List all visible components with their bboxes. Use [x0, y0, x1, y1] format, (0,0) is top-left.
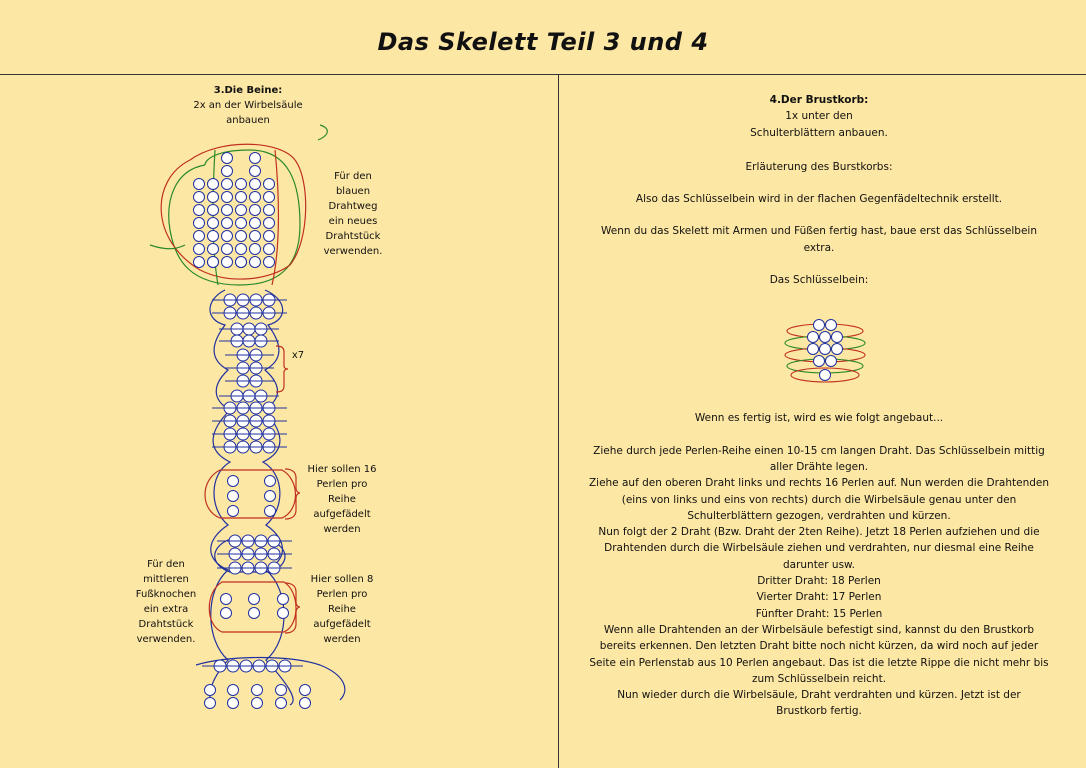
note-line: Drahtstück — [325, 231, 381, 242]
paragraph-2-line-2: extra. — [803, 241, 835, 254]
body-line: Ziehe durch jede Perlen-Reihe einen 10-15 cm langen Draht. Das Schlüsselbein mittig — [593, 444, 1045, 457]
body-line: Seite ein Perlenstab aus 10 Perlen angebaut. Das ist die letzte Rippe die nicht mehr bis — [589, 656, 1049, 669]
note-line: Perlen pro — [316, 589, 368, 600]
bead — [205, 685, 216, 696]
bead — [236, 231, 247, 242]
bead — [820, 332, 831, 343]
bead — [814, 356, 825, 367]
green-wire — [169, 150, 300, 285]
body-line: Nun wieder durch die Wirbelsäule, Draht verdrahten und kürzen. Jetzt ist der — [617, 689, 1021, 702]
bead — [820, 344, 831, 355]
bead — [194, 231, 205, 242]
bead — [264, 218, 275, 229]
body-line: Fünfter Draht: 15 Perlen — [755, 607, 883, 620]
bead — [250, 205, 261, 216]
body-line: (eins von links und eins von rechts) durch die Wirbelsäule genau unter den — [621, 493, 1017, 506]
note-line: Reihe — [328, 604, 356, 615]
bead — [208, 257, 219, 268]
note-line: Hier sollen 8 — [310, 574, 374, 585]
bead — [205, 698, 216, 709]
bead — [228, 491, 239, 502]
body-line: Dritter Draht: 18 Perlen — [757, 575, 881, 588]
body-line: darunter usw. — [782, 558, 856, 571]
bead — [265, 476, 276, 487]
bead — [250, 166, 261, 177]
bead — [208, 218, 219, 229]
note-line: mittleren — [143, 574, 189, 585]
bead — [228, 476, 239, 487]
bead — [228, 685, 239, 696]
bead — [222, 166, 233, 177]
bead — [276, 685, 287, 696]
ribcage-sub-line-1: 1x unter den — [785, 110, 853, 123]
note-line: verwenden. — [136, 634, 196, 645]
bead — [194, 244, 205, 255]
body-line: Wenn alle Drahtenden an der Wirbelsäule befestigt sind, kannst du den Brustkorb — [603, 623, 1035, 636]
bead — [208, 244, 219, 255]
body-line: Brustkorb fertig. — [776, 705, 862, 718]
bead — [208, 231, 219, 242]
bead — [250, 179, 261, 190]
bead — [250, 192, 261, 203]
repeat-label: x7 — [291, 350, 305, 361]
bead — [265, 491, 276, 502]
bead — [236, 218, 247, 229]
note-line: aufgefädelt — [313, 619, 371, 630]
bead — [252, 698, 263, 709]
bead — [264, 257, 275, 268]
note-line: Für den — [334, 171, 372, 182]
bead — [826, 320, 837, 331]
column-divider — [558, 74, 559, 768]
paragraph-3: Das Schlüsselbein: — [769, 274, 869, 287]
bead — [814, 320, 825, 331]
bead — [249, 594, 260, 605]
paragraph-4: Wenn es fertig ist, wird es wie folgt angebaut... — [694, 412, 944, 425]
green-wire — [150, 245, 185, 249]
body-line: bereits erkennen. Den letzten Draht bitte noch nicht kürzen, da wird noch auf jeder — [599, 640, 1039, 653]
bracket — [276, 346, 288, 392]
ribcage-sub-line-2: Schulterblättern anbauen. — [750, 126, 888, 139]
bead — [236, 179, 247, 190]
bead — [228, 506, 239, 517]
note-line: aufgefädelt — [313, 509, 371, 520]
body-line: Nun folgt der 2 Draht (Bzw. Draht der 2ten Reihe). Jetzt 18 Perlen aufziehen und die — [598, 526, 1040, 539]
bead — [222, 218, 233, 229]
bead — [278, 608, 289, 619]
body-line: Ziehe auf den oberen Draht links und rechts 16 Perlen auf. Nun werden die Drahtenden — [588, 477, 1050, 490]
note-line: Perlen pro — [316, 479, 368, 490]
note-line: Hier sollen 16 — [307, 464, 377, 475]
bead — [236, 244, 247, 255]
bead — [194, 257, 205, 268]
bead — [264, 179, 275, 190]
note-line: blauen — [335, 186, 371, 197]
explain-title: Erläuterung des Burstkorbs: — [745, 160, 893, 173]
bead — [252, 685, 263, 696]
bead — [264, 244, 275, 255]
note-line: ein extra — [143, 604, 189, 615]
bead — [832, 344, 843, 355]
bead — [222, 231, 233, 242]
paragraph-2-line-1: Wenn du das Skelett mit Armen und Füßen fertig hast, baue erst das Schlüsselbein — [600, 225, 1038, 238]
body-line: Drahtenden durch die Wirbelsäule ziehen und verdrahten, nur diesmal eine Reihe — [604, 542, 1034, 555]
bracket — [285, 583, 300, 633]
bead — [250, 257, 261, 268]
bead — [249, 608, 260, 619]
note-line: werden — [323, 524, 361, 535]
bead — [222, 205, 233, 216]
bead — [300, 685, 311, 696]
green-wire — [318, 125, 327, 140]
body-line: Schulterblättern gezogen, verdrahten und kürzen. — [687, 509, 951, 522]
note-line: ein neues — [328, 216, 378, 227]
bead — [194, 218, 205, 229]
bead — [250, 218, 261, 229]
bead — [208, 179, 219, 190]
bead — [194, 205, 205, 216]
legs-sub-line-2: anbauen — [226, 115, 270, 126]
red-wire — [205, 470, 296, 518]
bead — [222, 257, 233, 268]
blue-wire — [210, 290, 230, 705]
note-line: Fußknochen — [135, 589, 197, 600]
bead — [264, 231, 275, 242]
bead — [236, 257, 247, 268]
body-line: Vierter Draht: 17 Perlen — [756, 591, 882, 604]
ribcage-text — [565, 92, 1073, 720]
collarbone-bead-diagram — [780, 315, 870, 390]
bead — [222, 153, 233, 164]
bead — [276, 698, 287, 709]
ribcage-heading: 4.Der Brustkorb: — [769, 94, 869, 106]
bead — [265, 506, 276, 517]
note-line: Für den — [147, 559, 185, 570]
legs-sub-line-1: 2x an der Wirbelsäule — [193, 100, 303, 111]
body-line: aller Drähte legen. — [769, 460, 869, 473]
note-line: verwenden. — [323, 246, 383, 257]
body-line: zum Schlüsselbein reicht. — [751, 672, 887, 685]
note-line: Drahtweg — [328, 201, 378, 212]
bead — [264, 205, 275, 216]
bead — [250, 231, 261, 242]
bead — [820, 370, 831, 381]
bead — [208, 205, 219, 216]
bead — [808, 332, 819, 343]
bead — [250, 244, 261, 255]
page-title: Das Skelett Teil 3 und 4 — [377, 28, 709, 56]
bead — [222, 179, 233, 190]
note-line: Reihe — [328, 494, 356, 505]
bead — [826, 356, 837, 367]
bead — [236, 192, 247, 203]
paragraph-1: Also das Schlüsselbein wird in der flachen Gegenfädeltechnik erstellt. — [635, 193, 1003, 206]
bead — [264, 192, 275, 203]
bead — [832, 332, 843, 343]
bead — [222, 192, 233, 203]
bead — [221, 608, 232, 619]
bead — [222, 244, 233, 255]
bead — [208, 192, 219, 203]
bead — [250, 153, 261, 164]
legs-heading: 3.Die Beine: — [213, 85, 283, 96]
bead — [278, 594, 289, 605]
bead — [300, 698, 311, 709]
bead — [228, 698, 239, 709]
bead — [808, 344, 819, 355]
bracket — [285, 469, 300, 519]
bead — [194, 179, 205, 190]
bead — [221, 594, 232, 605]
note-line: Drahtstück — [138, 619, 194, 630]
bead — [236, 205, 247, 216]
note-line: werden — [323, 634, 361, 645]
bead — [194, 192, 205, 203]
